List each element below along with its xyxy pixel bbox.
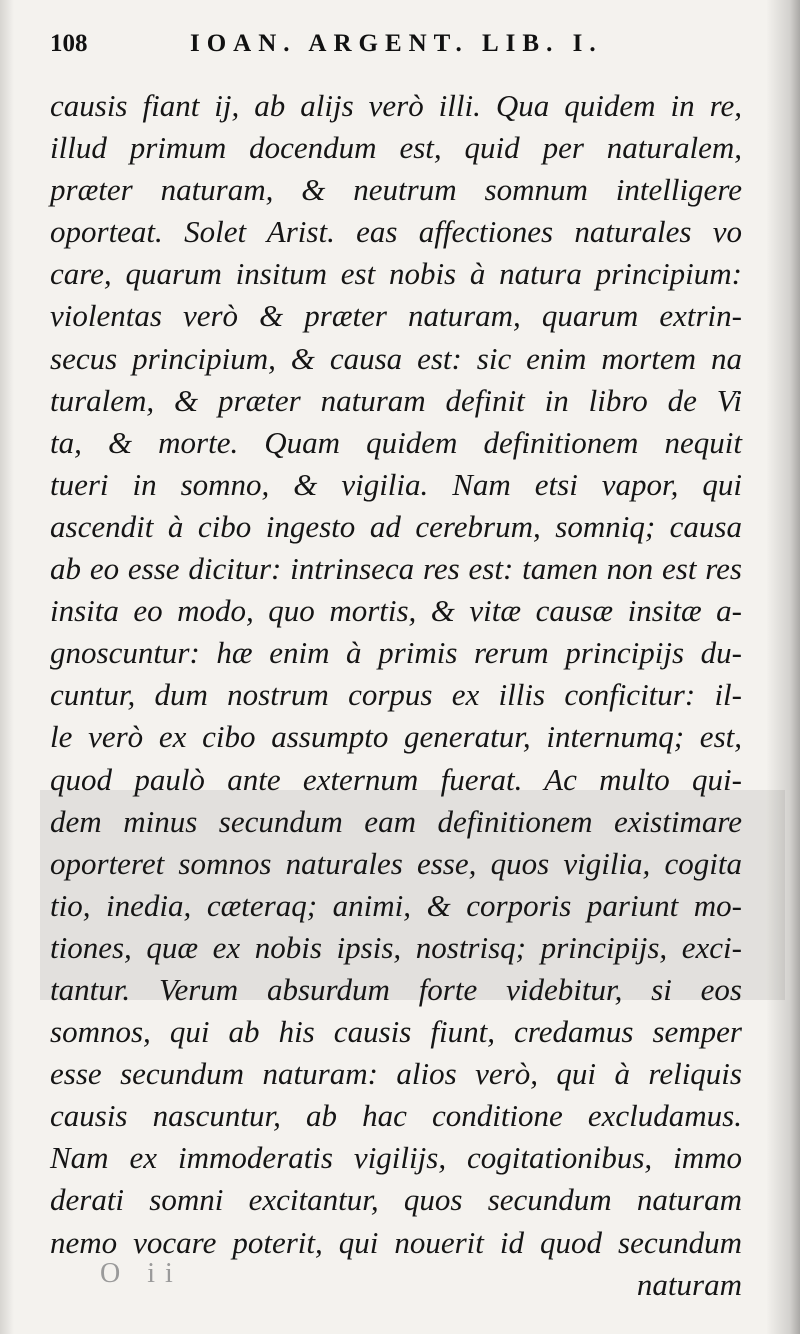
text-line: tantur. Verum absurdum forte videbitur, si eos xyxy=(50,971,742,1007)
text-line: ab eo esse dicitur: intrinseca res est: tamen non est res xyxy=(50,551,742,587)
text-line: care, quarum insitum est nobis à natura principium: xyxy=(50,256,742,292)
text-line: Nam ex immoderatis vigilijs, cogitationibus, immo xyxy=(50,1140,742,1176)
text-line: quod paulò ante externum fuerat. Ac multo qui- xyxy=(50,761,742,797)
text-line: esse secundum naturam: alios verò, qui à reliquis xyxy=(50,1056,742,1092)
page-gutter-shadow xyxy=(0,0,14,1334)
text-line: tio, inedia, cæteraq; animi, & corporis pariunt mo- xyxy=(50,887,742,923)
text-line: violentas verò & præter naturam, quarum extrin- xyxy=(50,298,742,334)
text-line: oporteat. Solet Arist. eas affectiones naturales vo xyxy=(50,214,742,250)
text-line: ascendit à cibo ingesto ad cerebrum, somniq; causa xyxy=(50,508,742,544)
page-edge-shadow xyxy=(766,0,800,1334)
text-line: illud primum docendum est, quid per naturalem, xyxy=(50,130,742,166)
body-text xyxy=(50,85,742,1306)
text-line: dem minus secundum eam definitionem existimare xyxy=(50,803,742,839)
text-line: derati somni excitantur, quos secundum naturam xyxy=(50,1182,742,1218)
page-number: 108 xyxy=(50,30,88,57)
text-line: insita eo modo, quo mortis, & vitæ causæ insitæ a- xyxy=(50,593,742,629)
running-head: IOAN. ARGENT. LIB. I. xyxy=(190,30,603,57)
catchword: naturam xyxy=(636,1266,742,1302)
text-line: causis nascuntur, ab hac conditione excludamus. xyxy=(50,1098,742,1134)
text-line: præter naturam, & neutrum somnum intelligere xyxy=(50,172,742,208)
text-line: secus principium, & causa est: sic enim mortem na xyxy=(50,340,742,376)
text-line: tueri in somno, & vigilia. Nam etsi vapor, qui xyxy=(50,466,742,502)
text-line: le verò ex cibo assumpto generatur, internumq; est, xyxy=(50,719,742,755)
page-header xyxy=(50,30,750,70)
text-line: causis fiant ij, ab alijs verò illi. Qua quidem in re, xyxy=(50,88,742,123)
text-line: tiones, quæ ex nobis ipsis, nostrisq; principijs, exci- xyxy=(50,929,742,965)
text-line: somnos, qui ab his causis fiunt, credamus semper xyxy=(50,1014,742,1050)
text-line: ta, & morte. Quam quidem definitionem nequit xyxy=(50,424,742,460)
text-line: oporteret somnos naturales esse, quos vigilia, cogita xyxy=(50,845,742,881)
text-line: cuntur, dum nostrum corpus ex illis conficitur: il- xyxy=(50,677,742,713)
text-line: nemo vocare poterit, qui nouerit id quod secundum xyxy=(50,1224,742,1260)
text-line: turalem, & præter naturam definit in libro de Vi xyxy=(50,382,742,418)
text-line: gnoscuntur: hæ enim à primis rerum principijs du- xyxy=(50,635,742,671)
signature-mark: O ii xyxy=(100,1258,183,1289)
